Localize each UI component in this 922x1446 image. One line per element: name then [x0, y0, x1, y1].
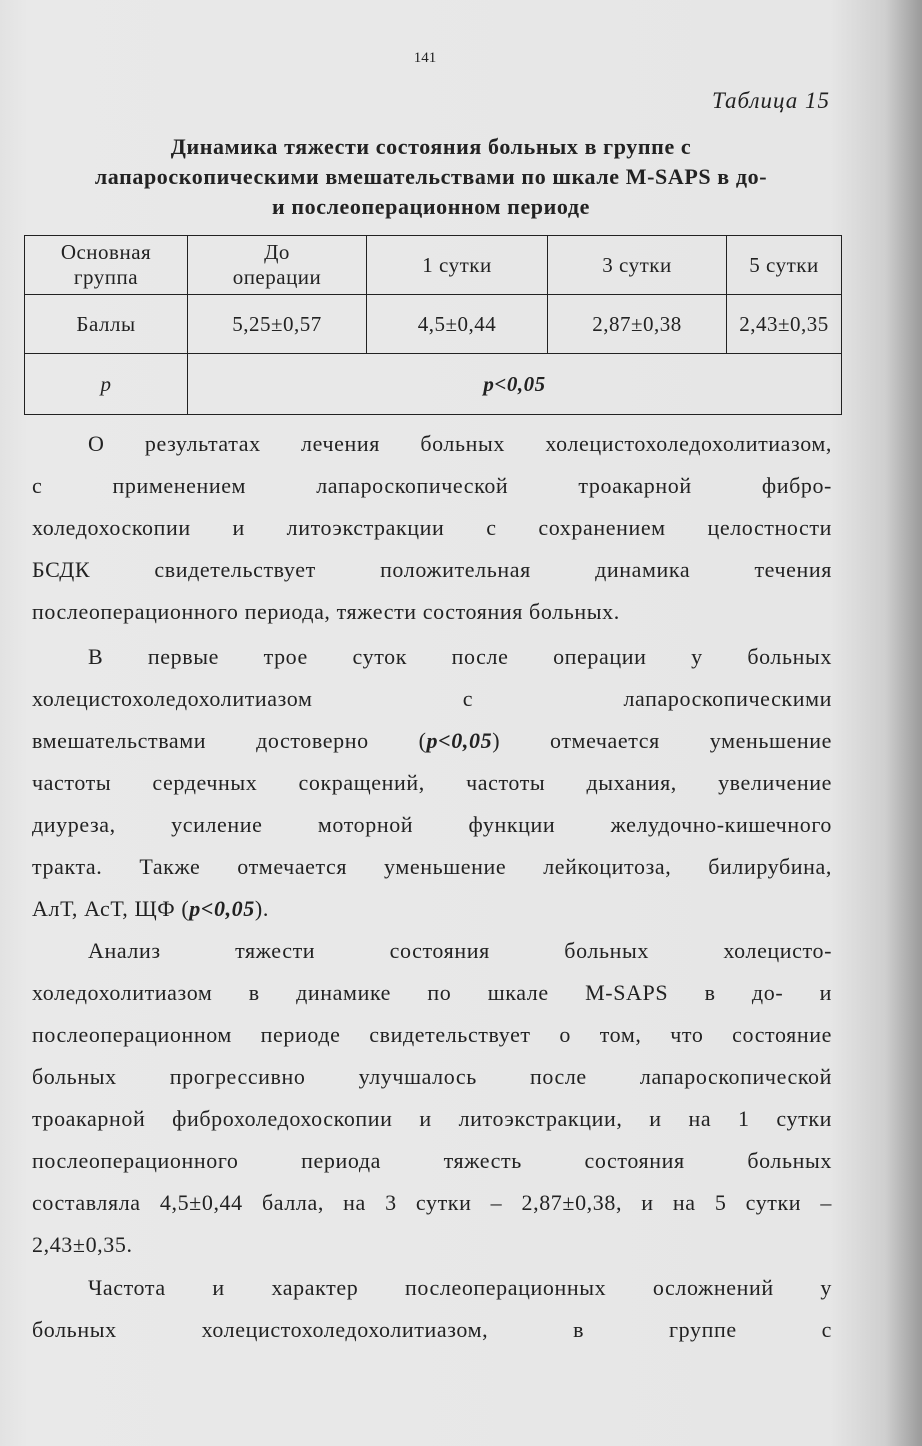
- paragraph-2-line: диуреза, усиление моторной функции желудочно-кишечного: [32, 812, 832, 837]
- paragraph-3-line: 2,43±0,35.: [32, 1232, 133, 1257]
- cell-p-label: p: [25, 354, 188, 415]
- header-group: [25, 236, 188, 295]
- paragraph-1-line: О результатах лечения больных холецистохоледохолитиазом,: [88, 431, 832, 456]
- paragraph-1-line: с применением лапароскопической троакарной фибро-: [32, 473, 832, 498]
- paragraph-3-line: составляла 4,5±0,44 балла, на 3 сутки – 2,87±0,38, и на 5 сутки –: [32, 1190, 832, 1215]
- table-title-line-3: и послеоперационном периоде: [272, 194, 590, 219]
- cell-score-day-1: 4,5±0,44: [367, 295, 548, 354]
- paragraph-3-line: больных прогрессивно улучшалось после лапароскопической: [32, 1064, 832, 1089]
- page-number: 141: [413, 50, 437, 66]
- paragraph-3-line: Анализ тяжести состояния больных холецисто-: [88, 938, 832, 963]
- paragraph-2: [32, 636, 832, 930]
- cell-p-value: p<0,05: [188, 354, 842, 415]
- paragraph-4-line: больных холецистохоледохолитиазом, в группе с: [32, 1317, 832, 1342]
- header-group-line-2: группа: [73, 265, 139, 289]
- table-label: Таблица 15: [711, 88, 830, 113]
- header-before-line-1: До: [264, 240, 290, 264]
- paragraph-2-line: частоты сердечных сокращений, частоты дыхания, увеличение: [32, 770, 832, 795]
- table-header-row: [25, 236, 842, 295]
- header-day-1: 1 сутки: [367, 236, 548, 295]
- paragraph-1: [32, 423, 832, 633]
- table-title-line-1: Динамика тяжести состояния больных в группе с: [170, 134, 692, 159]
- header-day-3: 3 сутки: [548, 236, 727, 295]
- paragraph-2-line: тракта. Также отмечается уменьшение лейкоцитоза, билирубина,: [32, 854, 832, 879]
- header-before-op: [188, 236, 367, 295]
- paragraph-3: [32, 930, 832, 1266]
- p-value-inline: p<0,05: [189, 896, 255, 921]
- paragraph-2-line: холецистохоледохолитиазом с лапароскопическими: [32, 686, 832, 711]
- header-before-line-2: операции: [232, 265, 322, 289]
- paragraph-1-line: послеоперационного периода, тяжести состояния больных.: [32, 599, 620, 624]
- paragraph-4-line: Частота и характер послеоперационных осложнений у: [88, 1275, 832, 1300]
- paragraph-2-line: [32, 720, 832, 762]
- paragraph-2-text: ) отмечается уменьшение: [492, 728, 832, 753]
- cell-score-day-5: 2,43±0,35: [727, 295, 842, 354]
- paragraph-3-line: послеоперационном периоде свидетельствует о том, что состояние: [32, 1022, 832, 1047]
- paragraph-2-text: вмешательствами достоверно (: [32, 728, 427, 753]
- paragraph-3-line: холедохолитиазом в динамике по шкале M-SAPS в до- и: [32, 980, 832, 1005]
- paragraph-1-line: БСДК свидетельствует положительная динамика течения: [32, 557, 832, 582]
- table-title-line-2: лапароскопическими вмешательствами по шкале M-SAPS в до-: [94, 164, 768, 189]
- paragraph-3-line: троакарной фиброхоледохоскопии и литоэкстракции, и на 1 сутки: [32, 1106, 832, 1131]
- m-saps-table: [24, 235, 842, 415]
- header-group-line-1: Основная: [60, 240, 152, 264]
- table-row-p: [25, 354, 842, 415]
- cell-score-label: Баллы: [25, 295, 188, 354]
- table-title: [20, 132, 842, 222]
- paragraph-2-line: В первые трое суток после операции у больных: [88, 644, 832, 669]
- header-day-5: 5 сутки: [727, 236, 842, 295]
- cell-score-day-3: 2,87±0,38: [548, 295, 727, 354]
- paragraph-1-line: холедохоскопии и литоэкстракции с сохранением целостности: [32, 515, 832, 540]
- paragraph-2-line: [32, 888, 832, 930]
- paragraph-4: [32, 1267, 832, 1351]
- table-row-scores: [25, 295, 842, 354]
- paragraph-2-text: ).: [254, 896, 269, 921]
- cell-score-before: 5,25±0,57: [188, 295, 367, 354]
- p-value-inline: p<0,05: [426, 728, 493, 753]
- paragraph-3-line: послеоперационного периода тяжесть состояния больных: [32, 1148, 832, 1173]
- paragraph-2-text: АлТ, АсТ, ЩФ (: [32, 896, 190, 921]
